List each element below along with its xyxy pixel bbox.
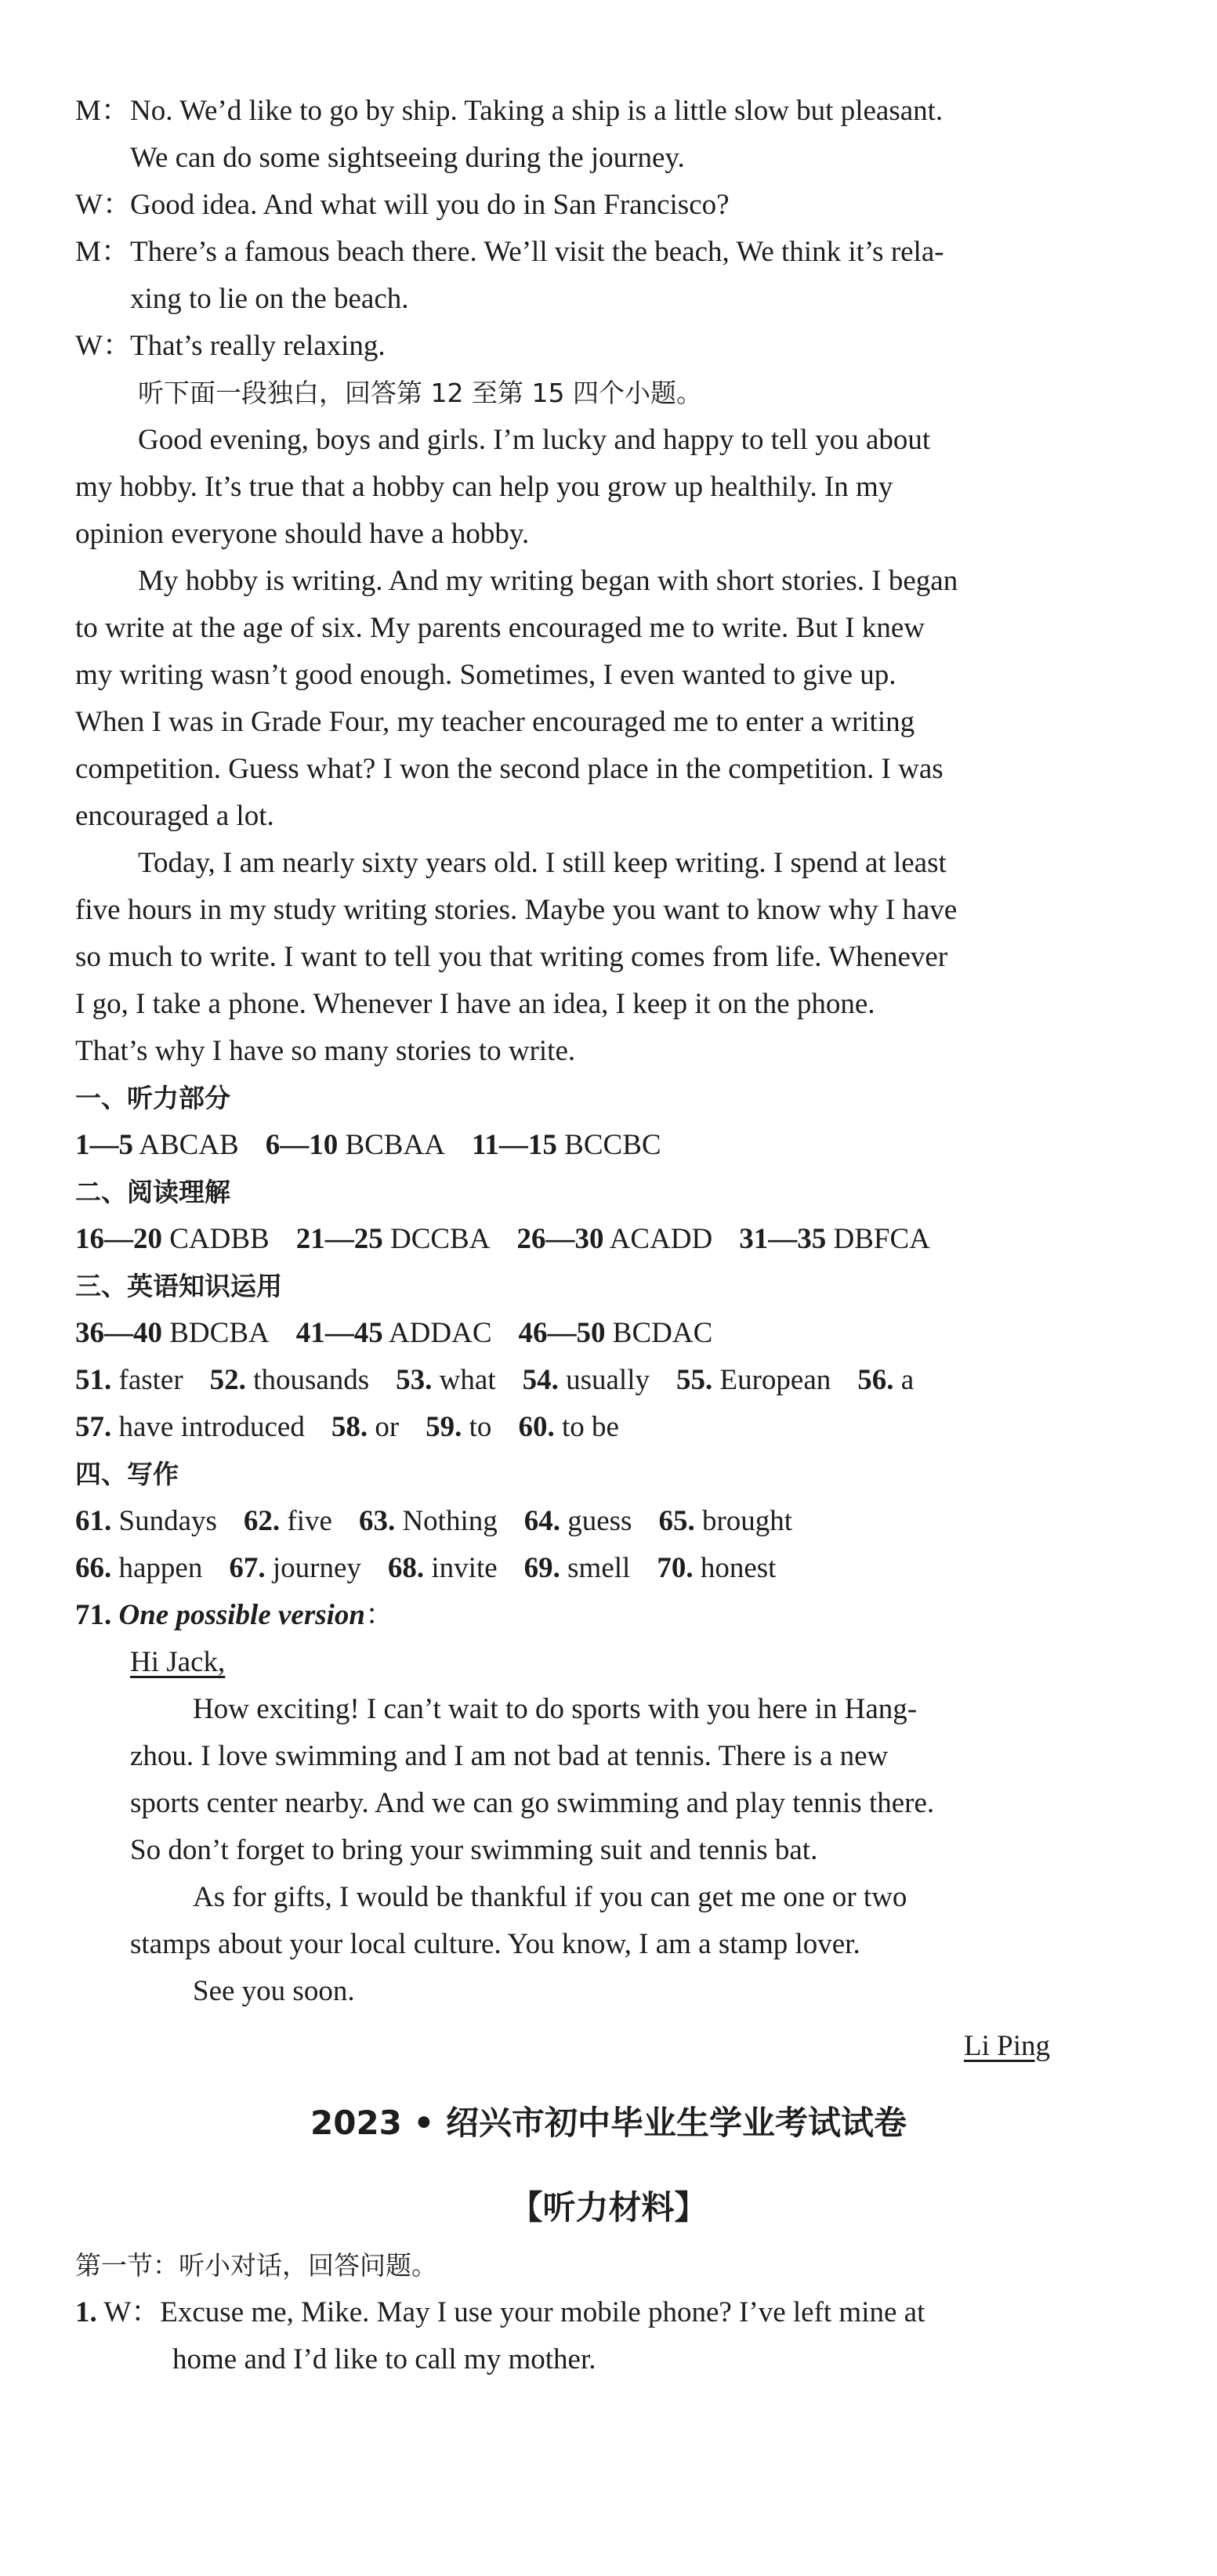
essay-line: sports center nearby. And we can go swimming and play tennis there. xyxy=(130,1787,935,1819)
essay-line: How exciting! I can’t wait to do sports with you here in Hang- xyxy=(193,1693,918,1725)
section-listening-title: 一、听力部分 xyxy=(75,1083,230,1113)
section-usage-title: 三、英语知识运用 xyxy=(75,1271,282,1301)
monologue-line: I go, I take a phone. Whenever I have an idea, I keep it on the phone. xyxy=(75,988,875,1020)
dialogue-line-2: We can do some sightseeing during the journey. xyxy=(130,142,685,174)
essay-signature: Li Ping xyxy=(964,2030,1050,2062)
dialogue-line-5: xing to lie on the beach. xyxy=(130,283,409,315)
monologue-line: my hobby. It’s true that a hobby can help you grow up healthily. In my xyxy=(75,471,893,503)
essay-line: zhou. I love swimming and I am not bad at tennis. There is a new xyxy=(130,1740,889,1772)
listening-material-title: 【听力材料】 xyxy=(509,2188,708,2227)
essay-heading: 71. One possible version： xyxy=(75,1599,394,1631)
question-1-line-2: home and I’d like to call my mother. xyxy=(172,2343,596,2375)
monologue-line: opinion everyone should have a hobby. xyxy=(75,518,530,550)
dialogue-line-3: W：Good idea. And what will you do in San Francisco? xyxy=(75,189,730,221)
monologue-line: That’s why I have so many stories to write. xyxy=(75,1035,576,1067)
essay-line: stamps about your local culture. You know, I am a stamp lover. xyxy=(130,1928,860,1960)
monologue-line: My hobby is writing. And my writing began with short stories. I began xyxy=(138,565,958,597)
question-1-line-1: 1. W：Excuse me, Mike. May I use your mobile phone? I’ve left mine at xyxy=(75,2296,925,2328)
fill-answers-61-65: 61. Sundays 62. five 63. Nothing 64. guess 65. brought xyxy=(75,1505,793,1537)
fill-answers-51-56: 51. faster 52. thousands 53. what 54. usually 55. European 56. a xyxy=(75,1364,915,1396)
usage-answers: 36—40 BDCBA 41—45 ADDAC 46—50 BCDAC xyxy=(75,1317,713,1349)
reading-answers: 16—20 CADBB 21—25 DCCBA 26—30 ACADD 31—35 DBFCA xyxy=(75,1223,930,1255)
listening-answers: 1—5 ABCAB 6—10 BCBAA 11—15 BCCBC xyxy=(75,1129,661,1161)
section-one-instruction: 第一节：听小对话，回答问题。 xyxy=(75,2250,437,2281)
essay-line: As for gifts, I would be thankful if you can get me one or two xyxy=(193,1881,907,1913)
dialogue-line-1: M：No. We’d like to go by ship. Taking a ship is a little slow but pleasant. xyxy=(75,95,944,127)
section-reading-title: 二、阅读理解 xyxy=(75,1177,230,1207)
monologue-line: to write at the age of six. My parents encouraged me to write. But I knew xyxy=(75,612,925,644)
fill-answers-66-70: 66. happen 67. journey 68. invite 69. smell 70. honest xyxy=(75,1552,777,1584)
monologue-line: so much to write. I want to tell you that writing comes from life. Whenever xyxy=(75,941,948,973)
monologue-line: Good evening, boys and girls. I’m lucky and happy to tell you about xyxy=(138,424,931,456)
dialogue-line-6: W：That’s really relaxing. xyxy=(75,330,386,362)
monologue-line: my writing wasn’t good enough. Sometimes, I even wanted to give up. xyxy=(75,659,896,691)
exam-title: 2023 • 绍兴市初中毕业生学业考试试卷 xyxy=(310,2104,907,2142)
monologue-line: encouraged a lot. xyxy=(75,800,274,832)
fill-answers-57-60: 57. have introduced 58. or 59. to 60. to be xyxy=(75,1411,619,1443)
essay-greeting: Hi Jack, xyxy=(130,1646,226,1678)
dialogue-line-4: M：There’s a famous beach there. We’ll visit the beach, We think it’s rela- xyxy=(75,236,944,268)
section-writing-title: 四、写作 xyxy=(75,1459,179,1489)
essay-line: See you soon. xyxy=(193,1975,355,2007)
monologue-line: Today, I am nearly sixty years old. I still keep writing. I spend at least xyxy=(138,847,947,879)
monologue-line: When I was in Grade Four, my teacher encouraged me to enter a writing xyxy=(75,706,915,738)
essay-line: So don’t forget to bring your swimming suit and tennis bat. xyxy=(130,1834,818,1866)
monologue-line: five hours in my study writing stories. Maybe you want to know why I have xyxy=(75,894,958,926)
monologue-intro: 听下面一段独白，回答第 12 至第 15 四个小题。 xyxy=(138,378,702,408)
monologue-line: competition. Guess what? I won the second place in the competition. I was xyxy=(75,753,944,785)
